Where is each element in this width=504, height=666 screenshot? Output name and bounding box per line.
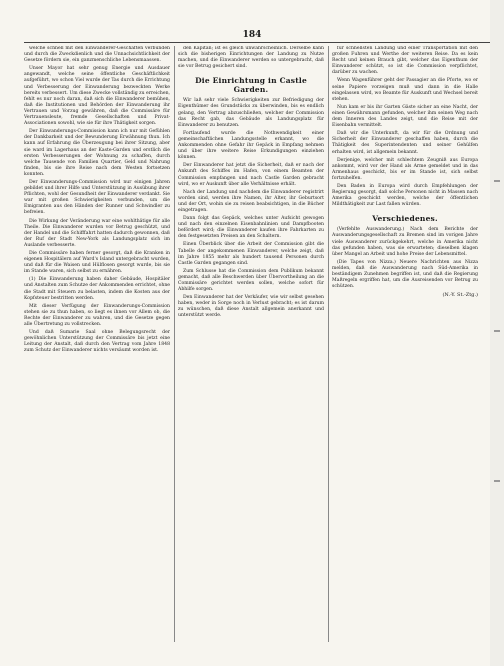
article-paragraph: Dann folgt das Gepäck, welches unter Aufsicht gewogen und nach den einzelnen Eisenbahnlinien und Dampfbooten befördert wird; die Einwanderer kaufen ihre Fahrkarten zu den festgesetzten Preisen an den Schaltern. [178, 216, 324, 240]
article-paragraph: (Verfehlte Auswanderung.) Nach dem Berichte der Auswanderungsgesellschaft zu Bremen sind im vorigen Jahre viele Auswanderer zurückgekehrt, welche in Amerika nicht das gefunden haben, was sie erwarteten; dieselben klagen über Mangel an Arbeit und hohe Preise der Lebensmittel. [332, 227, 478, 257]
article-paragraph: Daß wir die Unterkunft, da wir für die Ordnung und Sicherheit der Einwanderer geschaffen haben, durch die Thätigkeit des Superintendenten und seiner Gehülfen erhalten wird, ist allgemein bekannt. [332, 131, 478, 155]
binding-mark [494, 180, 500, 182]
article-paragraph: Fortlaufend wurde die Nothwendigkeit einer gemeinschaftlichen Landungsstelle erkannt, wo die Ankommenden ohne Gefahr ihr Gepäck in Empfang nehmen und über ihre weitere Reise Erkundigungen einziehen können. [178, 130, 324, 161]
column-3 [332, 46, 478, 642]
header-rule [24, 42, 492, 43]
article-paragraph: Nun kam er bis ihr Garten Gäste sicher an eine Nacht, der einen Gewährsmann gefunden, welcher ihm seinen Weg nach dem Inneren des Landes zeigt, und die Reise mit der Eisenbahn vermittelt. [332, 104, 478, 129]
article-paragraph: Derjenige, welcher mit schlechtem Zeugniß aus Europa ankommt, wird vor der Hand als Arme gemeldet und in das Armenhaus geschickt, bis er im Stande ist, sich selbst fortzuhelfen. [332, 157, 478, 181]
column-divider [174, 46, 175, 642]
article-paragraph: Einen Überblick über die Arbeit der Commission gibt die Tabelle der angekommenen Einwanderer, welche zeigt, daß im Jahre 1855 mehr als hundert tausend Personen durch Castle Garden gegangen sind. [178, 242, 324, 266]
article-paragraph: Die Commissäre haben ferner gesorgt, daß die Kranken in eigenen Hospitälern auf Ward's Island untergebracht wurden, und daß für die Waisen und Hülflosen gesorgt wurde, bis sie im Stande waren, sich selbst zu ernähren. [24, 251, 170, 275]
article-paragraph: Wenn Wagenführer geht der Passagier an die Pforte, wo er seine Papiere vorzeigen muß und dann in die Halle eingelassen wird, wo Beamte für Auskunft und Wechsel bereit stehen. [332, 78, 478, 102]
article-paragraph: (Die Tapes von Nizza.) Neuere Nachrichten aus Nizza melden, daß die Auswanderung nach Süd-Amerika in beständigem Zunehmen begriffen ist, und daß die Regierung Maßregeln ergriffen hat, um die Ausreisenden vor Betrug zu schützen. [332, 259, 478, 290]
article-paragraph: Den Einwanderer hat der Verkäufer, wie wir selbst gesehen haben, weder in Sorge noch in Verlust gebracht; es ist darum zu wünschen, daß diese Anstalt allgemein anerkannt und unterstützt werde. [178, 295, 324, 319]
article-paragraph: den Kapitän; ist es gleich unwahrscheinlich. Derselbe kann sich die bisherigen Einrichtungen der Landung zu Nutze machen, und die Einwanderer werden so untergebracht, daß sie vor Betrug gesichert sind. [178, 46, 324, 70]
article-paragraph: für schnellsten Landung und einer Transportation mit den großen Fuhren und Werthe der weiteren Reise. Da es kein Recht und keinen Brauch gibt, welcher das Eigenthum der Einwanderer schützt, so ist die Commission verpflichtet, darüber zu wachen. [332, 46, 478, 76]
article-paragraph: (1) Die Einwanderung haben daher Gebäude, Hospitäler und Anstalten zum Schutze der Ankommenden errichtet, ohne die Stadt mit Steuern zu belasten, indem die Kosten aus der Kopfsteuer bestritten werden. [24, 277, 170, 301]
page-number: 184 [242, 30, 262, 40]
article-paragraph: Zum Schlusse hat die Commission dem Publikum bekannt gemacht, daß alle Beschwerden über Übervortheilung an die Commissäre gerichtet werden sollen, welche sofort für Abhilfe sorgen. [178, 268, 324, 293]
article-paragraph: Den Baden in Europa wird durch Empfehlungen der Regierung gesorgt, daß solche Personen nicht in Massen nach Amerika geschickt werden, welche der öffentlichen Mildthätigkeit zur Last fallen würden. [332, 183, 478, 208]
column-divider [328, 46, 329, 642]
binding-mark [494, 480, 500, 482]
article-paragraph: Der Einwanderungs-Commission wird nur einigen Jahren gebildet und ihrer Hilfe und Unterstützung in Ausübung ihrer Pflichten, wohl der Gesundheit der Einwanderer verdankt. Sie war mit großen Schwierigkeiten verbunden, um die Emigranten aus den Händen der Runner und Schwindler zu befreien. [24, 179, 170, 216]
section-title: Die Einrichtung in Castle Garden. [195, 76, 307, 95]
binding-edge [490, 0, 504, 666]
article-paragraph: Wir laß sehr viele Schwierigkeiten zur Befriedigung der Eigenthümer des Grundstücks zu überwinden, bis es endlich gelang, den Vertrag abzuschließen, welcher der Commission das Recht gab, das Gebäude als Landungsplatz für Einwanderer zu benutzen. [178, 98, 324, 128]
article-paragraph: Der Einwanderungs-Commission kann ich nur mit Gefühlen der Dankbarkeit und der Bewunderung Erwähnung thun. Ich kann auf Erfahrung die Überzeugung bei ihrer Sitzung, aber sie ward im Lagerhaus an der Kaste-Garden und erstlich die ersten Verbesserungen der Wohnung zu schaffen, durch welche Tausende von Familien Quartier, Geld und Nahrung finden, bis sie ihre Reise nach dem Westen fortsetzen konnten. [24, 129, 170, 177]
section-title: Verschiedenes. [372, 214, 438, 224]
article-paragraph: Und daß Sumarie Saal ohne Belegungsrecht der gewöhnlichen Unterstützung der Commissäre bis jetzt eine Leitung der Anstalt, daß durch den Vertrag vom Jahre 1848 zum Schutz der Einwanderer nichts versäumt worden ist. [24, 330, 170, 354]
column-2 [178, 46, 324, 642]
binding-mark [494, 330, 500, 332]
article-paragraph: welche schnell mit den Einwanderer-Geschäften verbunden und durch die Zweckdienlich und die Unnachsichtlichkeit der Gesetze fördern sie, ein ganzmenschliche Lebensmaassen. [24, 46, 170, 64]
source-signature: (N.-Y. St.-Ztg.) [442, 292, 478, 299]
column-1 [24, 46, 170, 642]
article-paragraph: Der Einwanderer hat jetzt die Sicherheit, daß er nach der Ankunft des Schiffes im Hafen, von einem Beamten der Commission empfangen und nach Castle Garden gebracht wird, wo er Auskunft über alle Verhältnisse erhält. [178, 163, 324, 187]
article-paragraph: Unser Mayor hat sehr genug Energie und Ausdauer angewandt, welche seine öffentliche Geschäftlichkeit aufgeführt, wo schon Viel wurde der Tas durch die Errichtung und Verbesserung der Einwanderung bezweckten Werke bereits verbessert. Um diese Zwecke vollständig zu erreichen, fehlt es nur noch daran, daß sich die Einwanderer bemühen, daß die Institutionen und Behörden der Einwanderung ihr Vertrauen und Vorzug gewähren, daß die Commissäre für Vertrauensleute, fremde Gesellschaften und Privat-Associationen sowohl, wie sie für ihre Thätigkeit sorgen. [24, 66, 170, 127]
article-paragraph: Mit dieser Verfügung der Einwanderungs-Commission stehen sie zu thun haben, so liegt es ihnen vor Allem ob, die Rechte der Einwanderer zu wahren, und die Gesetze gegen alle Übertretung zu vollstrecken. [24, 303, 170, 328]
article-paragraph: Nach der Landung und nachdem die Einwanderer registrirt worden sind, werden ihre Namen, ihr Alter, ihr Geburtsort und der Ort, wohin sie zu reisen beabsichtigen, in die Bücher eingetragen. [178, 189, 324, 213]
article-paragraph: Die Wirkung der Veränderung war eine wohlthätige für alle Theile. Die Einwanderer wurden vor Betrug geschützt, und der Handel und die Schifffahrt hatten dadurch gewonnen, daß der Ruf der Stadt New-York als Landungsplatz sich im Auslande verbesserte. [24, 218, 170, 248]
